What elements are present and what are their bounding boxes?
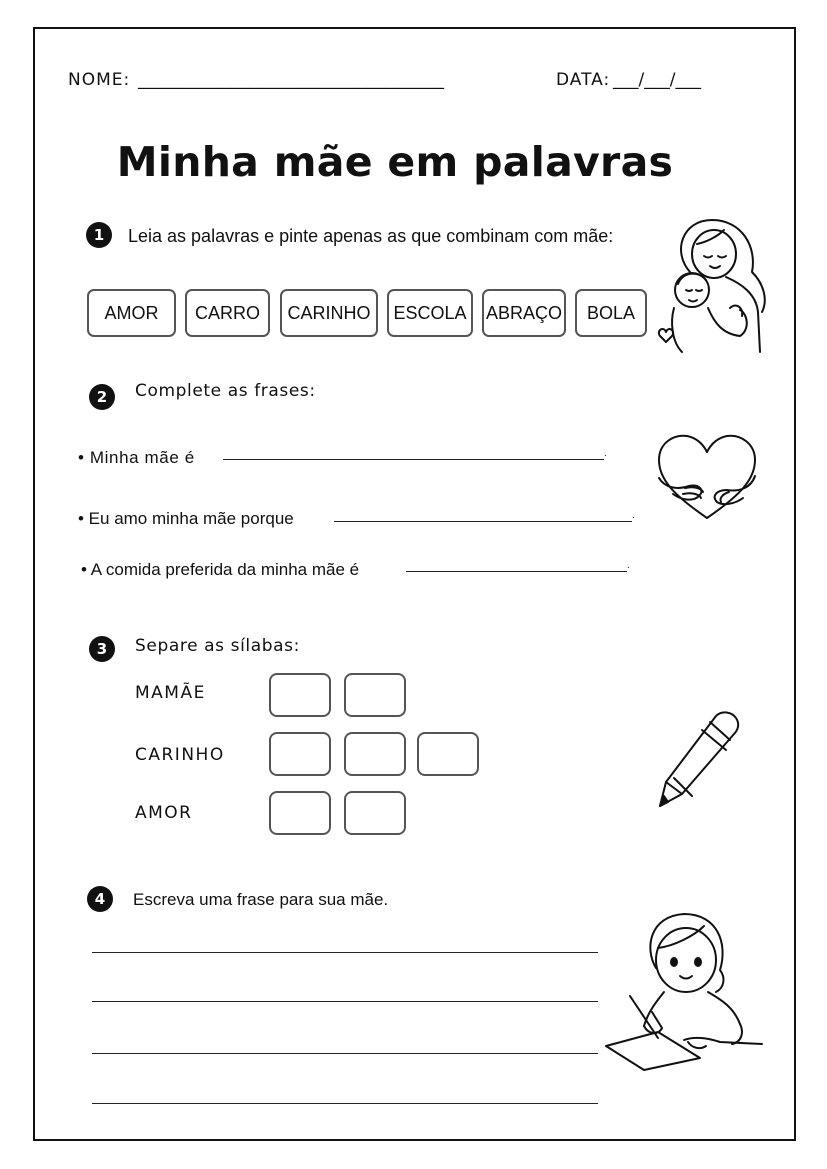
- sentence-1-answer-line[interactable]: [223, 459, 604, 460]
- sentence-2-answer-line[interactable]: [334, 521, 632, 522]
- word-box-bola[interactable]: BOLA: [575, 289, 647, 337]
- sentence-1: • Minha mãe é: [78, 448, 195, 467]
- pencil-illustration: [652, 708, 747, 813]
- section-3-instruction: Separe as sílabas:: [135, 636, 300, 656]
- heart-hug-illustration: [655, 432, 760, 527]
- section-1-number: 1: [86, 222, 112, 248]
- writing-line[interactable]: [92, 1103, 598, 1104]
- section-3-number: 3: [89, 636, 115, 662]
- word-box-amor[interactable]: AMOR: [87, 289, 176, 337]
- syllable-box[interactable]: [269, 732, 331, 776]
- section-4-number: 4: [87, 886, 113, 912]
- syllable-word-carinho: CARINHO: [135, 745, 225, 765]
- syllable-box[interactable]: [417, 732, 479, 776]
- syllable-box[interactable]: [269, 673, 331, 717]
- date-label: DATA:: [556, 70, 611, 90]
- page-title: Minha mãe em palavras: [116, 138, 674, 186]
- girl-writing-illustration: [604, 908, 766, 1078]
- section-2-instruction: Complete as frases:: [135, 381, 316, 401]
- syllable-box[interactable]: [269, 791, 331, 835]
- syllable-box[interactable]: [344, 791, 406, 835]
- syllable-box[interactable]: [344, 673, 406, 717]
- word-box-carinho[interactable]: CARINHO: [280, 289, 378, 337]
- sentence-2: • Eu amo minha mãe porque: [78, 509, 294, 528]
- syllable-word-amor: AMOR: [135, 803, 193, 823]
- word-box-carro[interactable]: CARRO: [185, 289, 270, 337]
- writing-line[interactable]: [92, 1001, 598, 1002]
- section-4-instruction: Escreva uma frase para sua mãe.: [133, 890, 389, 909]
- sentence-1-period: .: [604, 448, 607, 459]
- syllable-box[interactable]: [344, 732, 406, 776]
- sentence-3-period: .: [627, 560, 630, 571]
- name-field[interactable]: ____________________________________: [138, 70, 444, 90]
- date-field[interactable]: ___/___/___: [613, 70, 701, 90]
- writing-line[interactable]: [92, 952, 598, 953]
- mother-child-hug-illustration: [652, 212, 772, 357]
- word-box-escola[interactable]: ESCOLA: [387, 289, 473, 337]
- syllable-word-mamae: MAMÃE: [135, 683, 206, 703]
- sentence-2-period: .: [632, 510, 635, 521]
- section-1-instruction: Leia as palavras e pinte apenas as que combinam com mãe:: [128, 226, 614, 246]
- sentence-3-answer-line[interactable]: [406, 571, 627, 572]
- writing-line[interactable]: [92, 1053, 598, 1054]
- section-2-number: 2: [89, 384, 115, 410]
- sentence-3: • A comida preferida da minha mãe é: [81, 560, 360, 579]
- word-box-abraco[interactable]: ABRAÇO: [482, 289, 566, 337]
- name-label: NOME:: [68, 70, 131, 90]
